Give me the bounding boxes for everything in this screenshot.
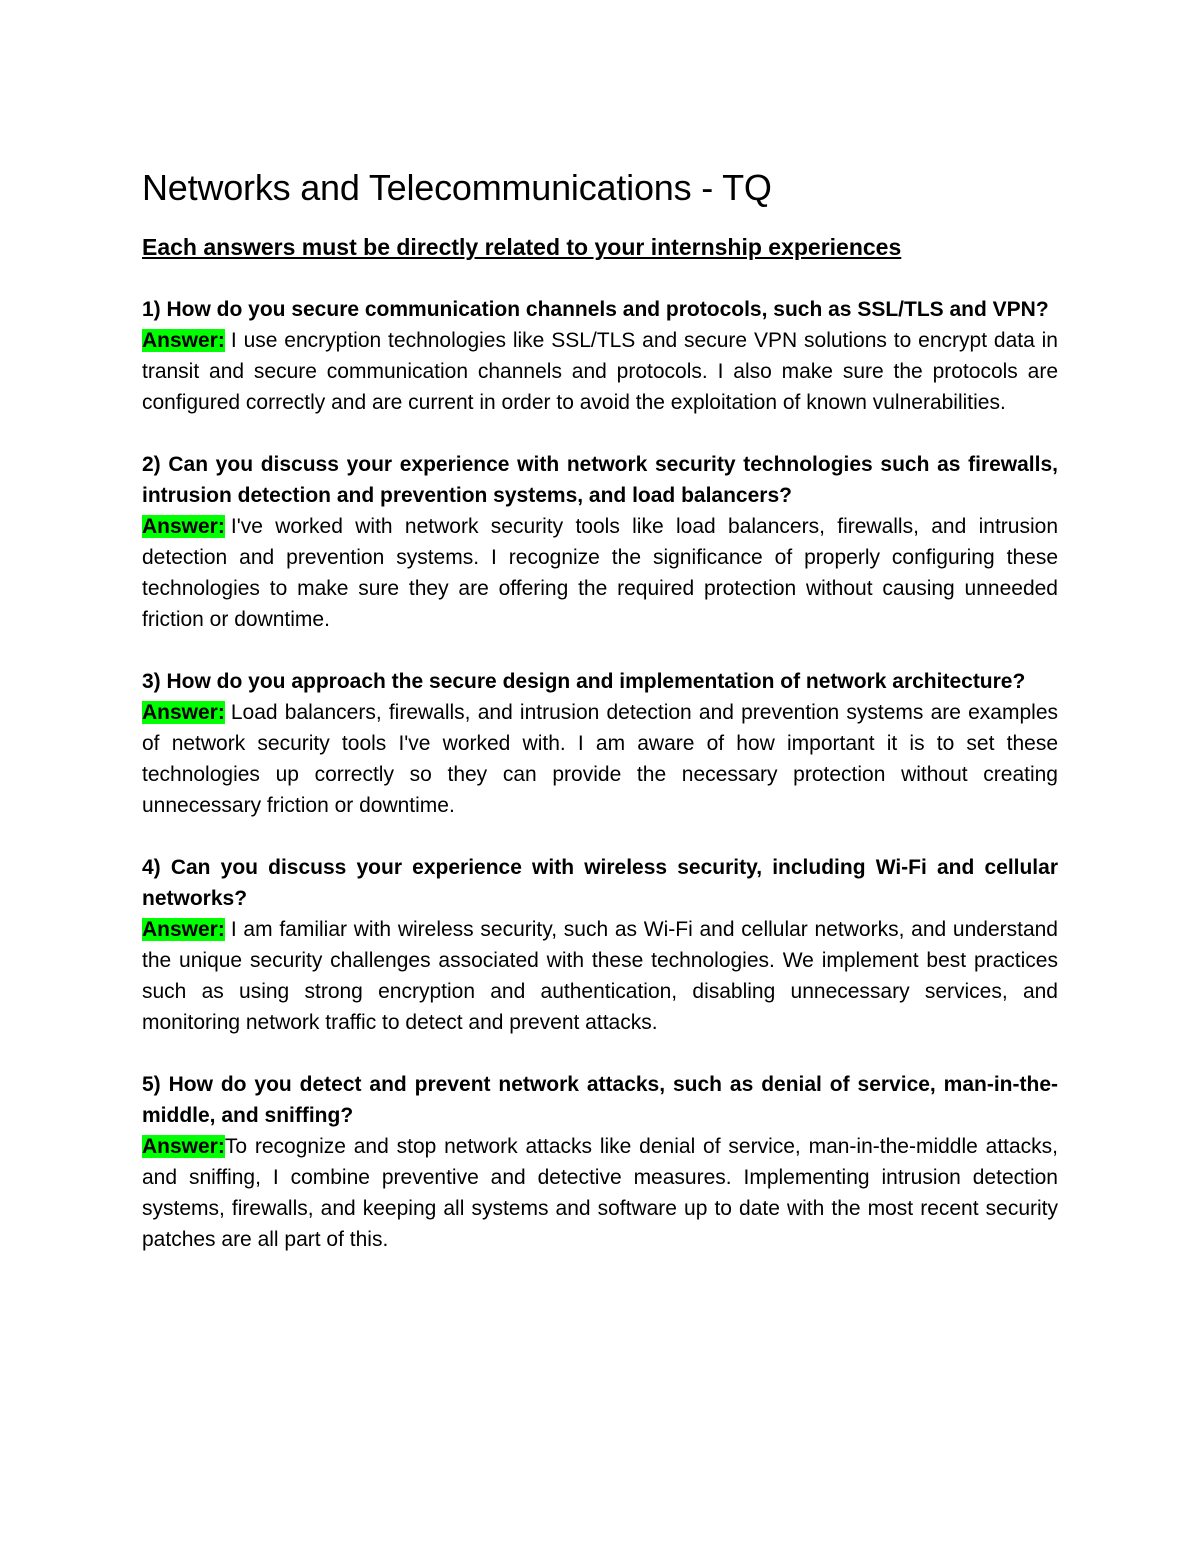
answer-text: Load balancers, firewalls, and intrusion detection and prevention systems are examples of network security tools I've worked with. I am aware of how important it is to set these technologies up correctly so they can provide the necessary protection without creating unnecessary friction or downtime. [142, 701, 1058, 817]
answer-text: I've worked with network security tools like load balancers, firewalls, and intrusion detection and prevention systems. I recognize the significance of properly configuring these technologies to make sure they are offering the required protection without causing unneeded friction or downtime. [142, 515, 1058, 631]
qa-item-2 [142, 449, 1058, 635]
answer-block [142, 914, 1058, 1038]
answer-block [142, 1131, 1058, 1255]
qa-item-5 [142, 1069, 1058, 1255]
answer-block [142, 511, 1058, 635]
answer-label: Answer: [142, 515, 225, 538]
answer-text: I use encryption technologies like SSL/TLS and secure VPN solutions to encrypt data in transit and secure communication channels and protocols. I also make sure the protocols are configured correctly and are current in order to avoid the exploitation of known vulnerabilities. [142, 329, 1058, 414]
question-text: 2) Can you discuss your experience with network security technologies such as firewalls, intrusion detection and prevention systems, and load balancers? [142, 453, 1058, 507]
answer-text: I am familiar with wireless security, such as Wi-Fi and cellular networks, and understand the unique security challenges associated with these technologies. We implement best practices such as using strong encryption and authentication, disabling unnecessary services, and monitoring network traffic to detect and prevent attacks. [142, 918, 1058, 1034]
answer-label: Answer: [142, 918, 225, 941]
answer-text: To recognize and stop network attacks like denial of service, man-in-the-middle attacks, and sniffing, I combine preventive and detective measures. Implementing intrusion detection systems, firewalls, and keeping all systems and software up to date with the most recent security patches are all part of this. [142, 1135, 1058, 1251]
question-text: 5) How do you detect and prevent network attacks, such as denial of service, man-in-the-middle, and sniffing? [142, 1073, 1058, 1127]
document-subtitle: Each answers must be directly related to your internship experiences [142, 234, 902, 260]
qa-item-4 [142, 852, 1058, 1038]
question-text: 4) Can you discuss your experience with wireless security, including Wi-Fi and cellular networks? [142, 856, 1058, 910]
answer-block [142, 325, 1058, 418]
qa-item-1 [142, 294, 1058, 418]
question-text: 3) How do you approach the secure design and implementation of network architecture? [142, 670, 1026, 693]
answer-block [142, 697, 1058, 821]
question-text: 1) How do you secure communication channels and protocols, such as SSL/TLS and VPN? [142, 298, 1049, 321]
answer-label: Answer: [142, 701, 225, 724]
answer-label: Answer: [142, 329, 225, 352]
document-page [142, 164, 1058, 1286]
document-title: Networks and Telecommunications - TQ [142, 167, 772, 208]
qa-item-3 [142, 666, 1058, 821]
answer-label: Answer: [142, 1135, 225, 1158]
